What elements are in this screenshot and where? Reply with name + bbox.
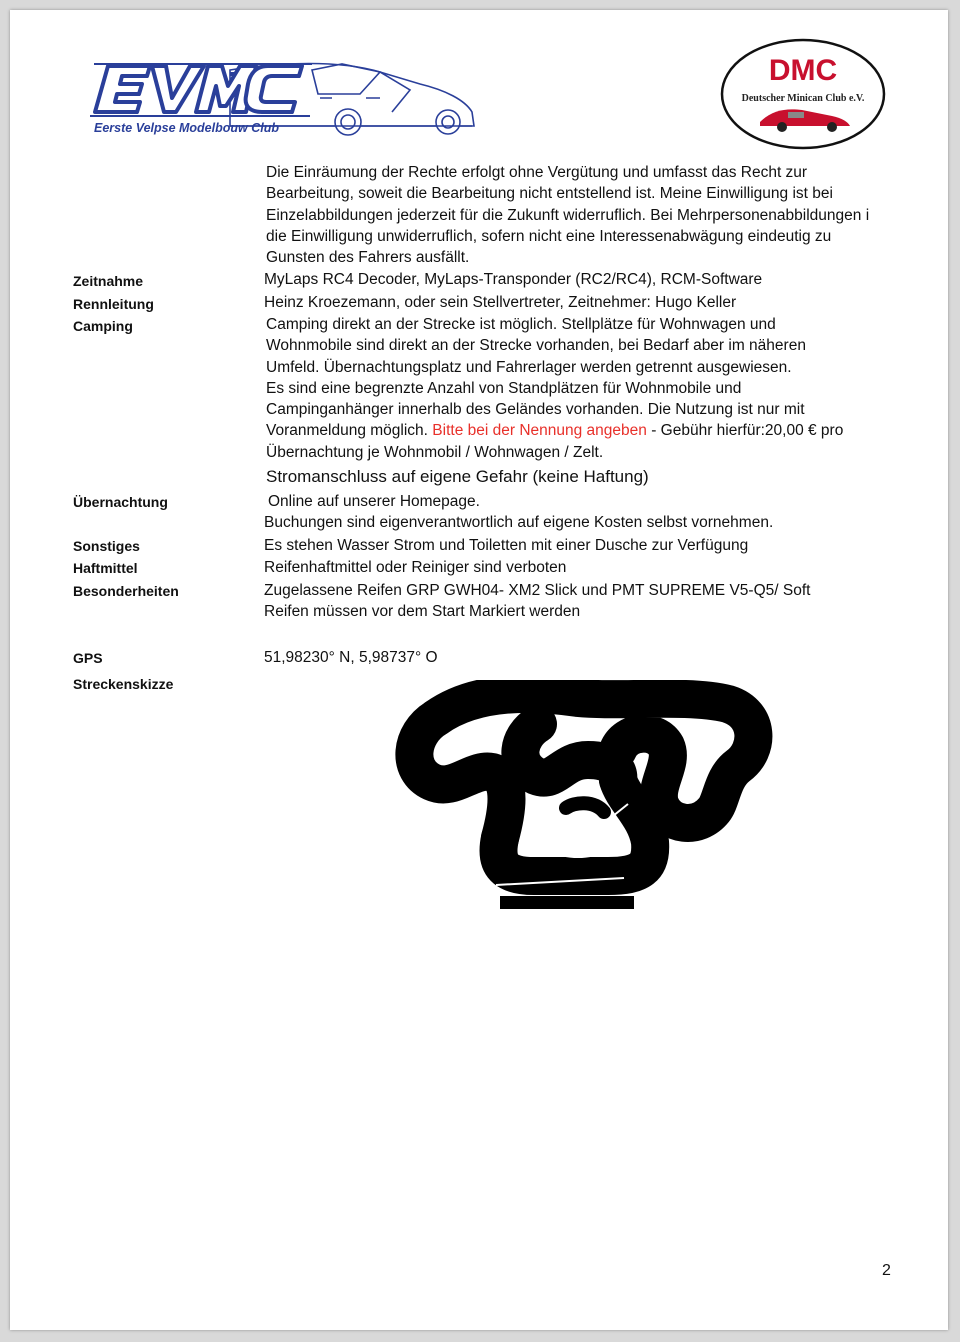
gps-label: GPS	[73, 650, 103, 666]
dmc-name: DMC	[768, 54, 838, 87]
camping-line: Umfeld. Übernachtungsplatz und Fahrerlager werden getrennt ausgewiesen.	[266, 358, 792, 376]
gps-value: 51,98230° N, 5,98737° O	[264, 649, 438, 666]
sonstiges-label: Sonstiges	[73, 538, 140, 554]
strom-note: Stromanschluss auf eigene Gefahr (keine Haftung)	[266, 467, 649, 486]
uebernachtung-line2: Buchungen sind eigenverantwortlich auf eigene Kosten selbst vornehmen.	[264, 514, 774, 531]
uebernachtung-line1: Online auf unserer Homepage.	[268, 493, 480, 510]
evmc-logo	[80, 50, 480, 140]
camping-line: Es sind eine begrenzte Anzahl von Standplätzen für Wohnmobile und	[266, 379, 742, 397]
rennleitung-label: Rennleitung	[73, 296, 154, 312]
camping-label: Camping	[73, 318, 133, 334]
evmc-subtitle: Eerste Velpse Modelbouw Club	[94, 121, 279, 135]
uebernachtung-label: Übernachtung	[73, 494, 168, 510]
camping-line: Campinganhänger innerhalb des Geländes vorhanden. Die Nutzung ist nur mit	[266, 401, 805, 419]
track-sketch	[388, 680, 776, 915]
rights-line: Einzelabbildungen jederzeit für die Zukunft widerruflich. Bei Mehrpersonenabbildungen i	[266, 206, 870, 224]
zeitnahme-label: Zeitnahme	[73, 273, 144, 289]
camping-line-note: Voranmeldung möglich. Bitte bei der Nennung angeben - Gebühr hierfür:20,00 € pro	[266, 422, 844, 440]
zeitnahme-value: MyLaps RC4 Decoder, MyLaps-Transponder (RC2/RC4), RCM-Software	[264, 271, 763, 288]
document-page	[10, 10, 948, 1330]
rights-line: Bearbeitung, soweit die Bearbeitung nicht entstellend ist. Meine Einwilligung ist bei	[266, 185, 833, 203]
camping-line: Wohnmobile sind direkt an der Strecke vorhanden, bei Bedarf aber im näheren	[266, 337, 806, 355]
camping-line: Übernachtung je Wohnmobil / Wohnwagen / Zelt.	[266, 443, 604, 461]
besonderheiten-line2: Reifen müssen vor dem Start Markiert werden	[264, 603, 581, 620]
sonstiges-value: Es stehen Wasser Strom und Toiletten mit einer Dusche zur Verfügung	[264, 537, 749, 554]
rights-line: Die Einräumung der Rechte erfolgt ohne Vergütung und umfasst das Recht zur	[266, 164, 808, 181]
camping-text	[266, 314, 843, 463]
haftmittel-value: Reifenhaftmittel oder Reiniger sind verboten	[264, 559, 567, 576]
dmc-logo	[720, 38, 886, 150]
besonderheiten-line1: Zugelassene Reifen GRP GWH04- XM2 Slick und PMT SUPREME V5-Q5/ Soft	[264, 582, 811, 599]
besonderheiten-label: Besonderheiten	[73, 583, 179, 599]
rights-line: Gunsten des Fahrers ausfällt.	[266, 249, 470, 267]
page-number: 2	[882, 1262, 891, 1279]
nennung-hint: Bitte bei der Nennung angeben	[432, 422, 647, 440]
dmc-subtitle: Deutscher Minican Club e.V.	[741, 93, 865, 104]
rennleitung-value: Heinz Kroezemann, oder sein Stellvertreter, Zeitnehmer: Hugo Keller	[264, 294, 737, 311]
haftmittel-label: Haftmittel	[73, 560, 138, 576]
rights-paragraph	[266, 162, 869, 268]
rights-line: die Einwilligung unwiderruflich, sofern nicht eine Interessenabwägung eindeutig zu	[266, 227, 832, 245]
camping-line: Camping direkt an der Strecke ist möglich. Stellplätze für Wohnwagen und	[266, 316, 776, 333]
streckenskizze-label: Streckenskizze	[73, 676, 174, 692]
